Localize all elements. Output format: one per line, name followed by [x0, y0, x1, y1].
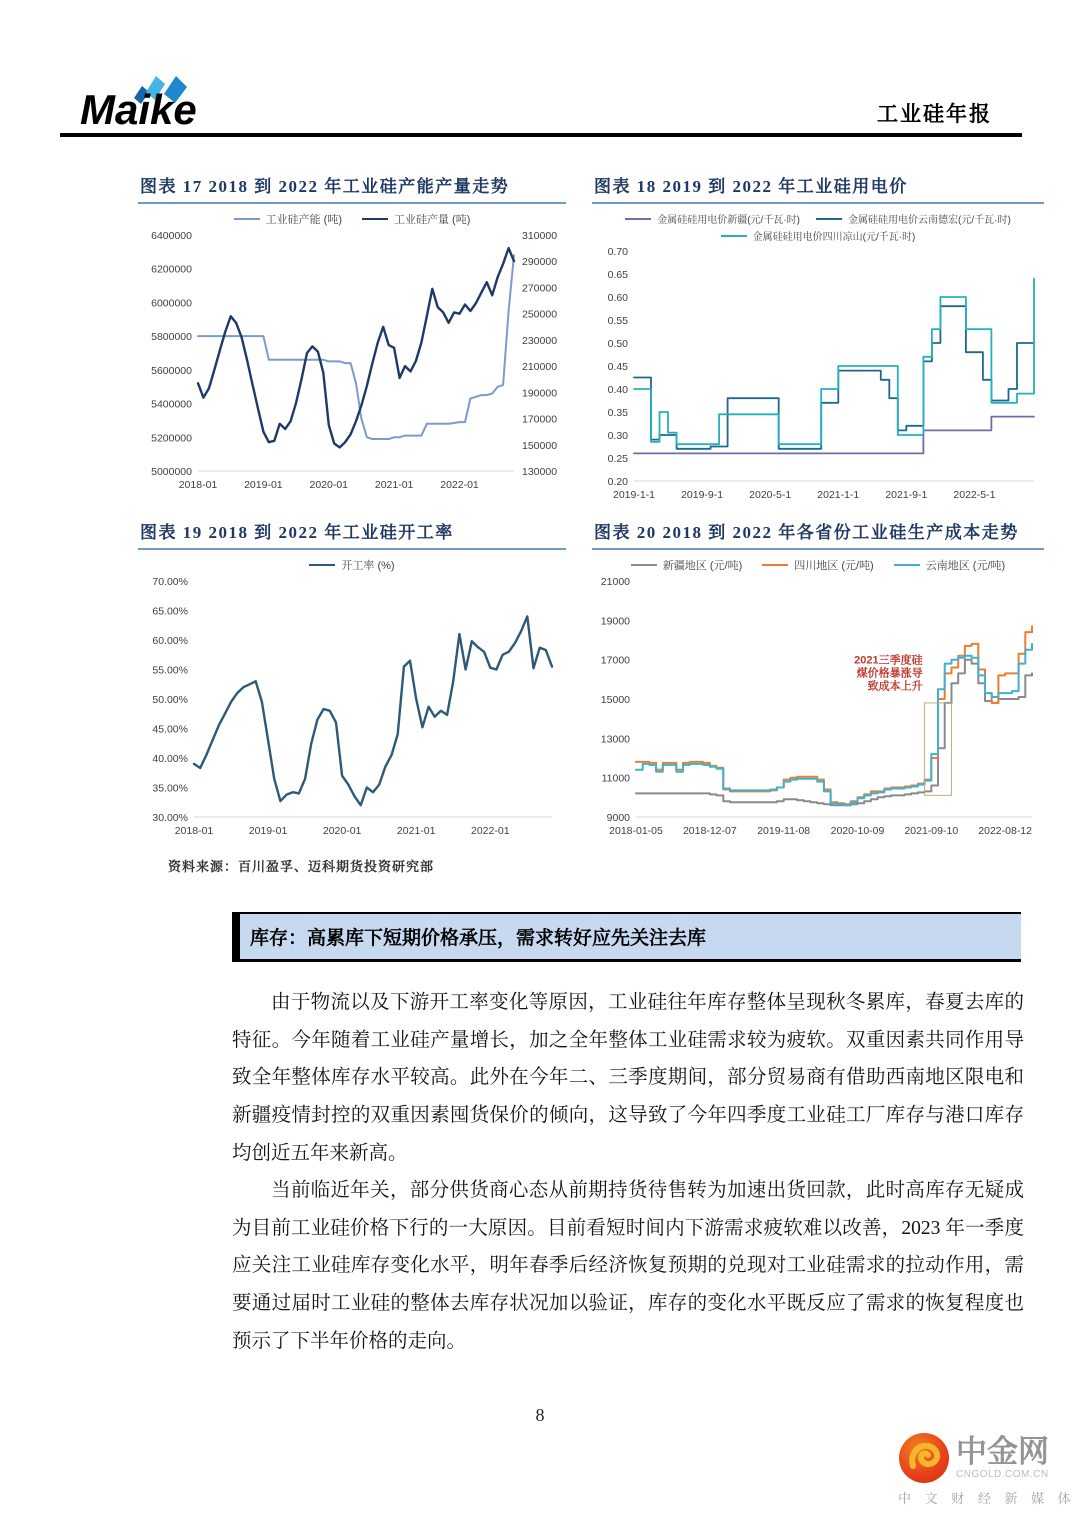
svg-text:0.50: 0.50 — [607, 338, 628, 350]
svg-text:40.00%: 40.00% — [152, 753, 188, 765]
svg-text:65.00%: 65.00% — [152, 605, 188, 618]
svg-text:2019-11-08: 2019-11-08 — [757, 825, 811, 837]
svg-text:150000: 150000 — [522, 439, 558, 452]
svg-text:0.70: 0.70 — [607, 246, 628, 258]
svg-text:2019-9-1: 2019-9-1 — [681, 489, 724, 501]
svg-text:2021三季度硅: 2021三季度硅 — [854, 654, 923, 667]
legend-label: 金属硅硅用电价云南德宏(元/千瓦·时) — [848, 215, 1011, 226]
svg-text:2020-01: 2020-01 — [309, 479, 349, 491]
chart-plot — [138, 229, 566, 497]
svg-text:2020-10-09: 2020-10-09 — [830, 825, 885, 837]
svg-text:2020-01: 2020-01 — [322, 825, 362, 837]
legend-item — [362, 211, 470, 227]
chart-capacity-output — [138, 172, 566, 497]
svg-text:0.55: 0.55 — [607, 315, 628, 327]
legend-item — [234, 211, 342, 227]
chart-title: 图表 18 2019 到 2022 年工业硅用电价 — [592, 172, 1044, 204]
svg-text:致成本上升: 致成本上升 — [867, 680, 923, 693]
legend-label: 开工率 (%) — [341, 560, 395, 572]
svg-text:290000: 290000 — [522, 256, 558, 269]
chart-plot — [592, 575, 1044, 843]
svg-text:50.00%: 50.00% — [152, 694, 188, 706]
svg-text:0.60: 0.60 — [607, 292, 628, 304]
svg-text:6400000: 6400000 — [151, 230, 192, 242]
svg-text:2019-01: 2019-01 — [244, 479, 283, 491]
svg-text:2018-01-05: 2018-01-05 — [609, 825, 663, 837]
svg-text:0.65: 0.65 — [607, 269, 628, 281]
svg-text:19000: 19000 — [600, 615, 630, 628]
paragraph: 当前临近年关，部分供货商心态从前期持货待售转为加速出货回款，此时高库存无疑成为目前工业硅价格下行的一大原因。目前看短时间内下游需求疲软难以改善，2023 年一季度应关注工业硅库存变化水平，明年春季后经济恢复预期的兑现对工业硅需求的拉动作用，需要通过届时工业硅的整体去库存状况加以验证，库存的变化水平既反应了需求的恢复程度也预示了下半年价格的走向。 — [232, 1180, 1024, 1352]
svg-text:55.00%: 55.00% — [152, 664, 188, 677]
svg-text:250000: 250000 — [522, 308, 558, 321]
svg-text:9000: 9000 — [606, 812, 630, 824]
legend-label: 云南地区 (元/吨) — [925, 560, 1006, 572]
chart-legend — [138, 211, 566, 227]
legend-swatch — [631, 564, 657, 566]
legend-label: 四川地区 (元/吨) — [794, 560, 874, 572]
svg-text:0.30: 0.30 — [607, 430, 628, 442]
maike-logo-graphic — [78, 66, 258, 130]
legend-item — [721, 228, 916, 243]
maike-logo — [78, 66, 258, 135]
chart-title: 图表 19 2018 到 2022 年工业硅开工率 — [138, 518, 566, 550]
chart-production-cost — [592, 518, 1044, 843]
legend-swatch — [721, 235, 747, 237]
svg-text:230000: 230000 — [522, 334, 558, 347]
svg-text:170000: 170000 — [522, 413, 558, 426]
svg-text:2021-01: 2021-01 — [374, 479, 414, 491]
svg-text:0.40: 0.40 — [607, 384, 628, 396]
legend-item — [631, 557, 742, 573]
svg-text:30.00%: 30.00% — [152, 812, 188, 824]
legend-swatch — [309, 564, 335, 566]
svg-text:17000: 17000 — [600, 654, 630, 667]
svg-text:2020-5-1: 2020-5-1 — [749, 489, 792, 501]
svg-text:煤价格暴涨导: 煤价格暴涨导 — [856, 667, 923, 680]
chart-operating-rate — [138, 518, 566, 843]
svg-text:270000: 270000 — [522, 282, 558, 295]
svg-text:2021-9-1: 2021-9-1 — [885, 489, 928, 501]
header-divider — [60, 133, 1022, 137]
svg-text:2018-12-07: 2018-12-07 — [682, 825, 737, 837]
source-note: 资料来源：百川盈孚、迈科期货投资研究部 — [168, 859, 435, 874]
legend-label: 工业硅产能 (吨) — [265, 214, 342, 226]
maike-logo-text: Maike — [80, 86, 197, 130]
cngold-tagline: 中 文 财 经 新 媒 体 — [898, 1491, 1076, 1506]
svg-text:2021-1-1: 2021-1-1 — [817, 489, 860, 501]
chart-title: 图表 17 2018 到 2022 年工业硅产能产量走势 — [138, 172, 566, 204]
page-title: 工业硅年报 — [877, 102, 992, 126]
legend-item — [816, 211, 1011, 226]
svg-text:2021-09-10: 2021-09-10 — [904, 825, 959, 837]
svg-text:0.45: 0.45 — [607, 361, 628, 373]
svg-text:5400000: 5400000 — [151, 398, 192, 411]
legend-item — [309, 557, 394, 573]
page-number: 8 — [535, 1405, 545, 1425]
legend-swatch — [816, 218, 842, 220]
legend-item — [894, 557, 1005, 573]
svg-text:0.25: 0.25 — [607, 453, 628, 465]
cngold-name: 中金网 — [956, 1434, 1049, 1469]
svg-text:11000: 11000 — [601, 772, 630, 785]
cngold-domain: CNGOLD.COM.CN — [956, 1469, 1049, 1480]
svg-text:210000: 210000 — [522, 361, 558, 374]
svg-text:35.00%: 35.00% — [152, 782, 188, 795]
svg-text:310000: 310000 — [522, 230, 558, 242]
svg-text:6200000: 6200000 — [151, 263, 192, 276]
legend-label: 金属硅硅用电价四川凉山(元/千瓦·时) — [752, 232, 916, 243]
chart-legend — [592, 557, 1044, 573]
svg-text:2019-1-1: 2019-1-1 — [612, 489, 656, 501]
svg-text:130000: 130000 — [522, 466, 558, 478]
chart-plot — [138, 575, 566, 843]
chart-legend — [138, 557, 566, 573]
legend-swatch — [894, 564, 920, 566]
svg-text:45.00%: 45.00% — [152, 723, 188, 736]
svg-text:5600000: 5600000 — [151, 364, 192, 377]
legend-label: 金属硅硅用电价新疆(元/千瓦·时) — [657, 215, 800, 226]
body-text — [232, 984, 1024, 1360]
svg-text:2022-01: 2022-01 — [471, 825, 510, 837]
svg-text:21000: 21000 — [600, 576, 630, 588]
legend-label: 新疆地区 (元/吨) — [662, 560, 743, 572]
svg-text:6000000: 6000000 — [151, 297, 192, 310]
svg-text:2019-01: 2019-01 — [248, 825, 288, 837]
legend-item — [762, 557, 873, 573]
legend-swatch — [234, 218, 260, 220]
legend-swatch — [362, 218, 388, 220]
svg-text:60.00%: 60.00% — [152, 635, 188, 647]
paragraph: 由于物流以及下游开工率变化等原因，工业硅往年库存整体呈现秋冬累库，春夏去库的特征。今年随着工业硅产量增长，加之全年整体工业硅需求较为疲软。双重因素共同作用导致全年整体库存水平较高。此外在今年二、三季度期间，部分贸易商有借助西南地区限电和新疆疫情封控的双重因素囤货保价的倾向，这导致了今年四季度工业硅工厂库存与港口库存均创近五年来新高。 — [232, 992, 1024, 1164]
svg-text:190000: 190000 — [522, 387, 558, 400]
chart-plot — [592, 245, 1044, 507]
svg-text:2022-01: 2022-01 — [440, 479, 479, 491]
chart-legend — [592, 211, 1044, 243]
svg-text:5200000: 5200000 — [151, 432, 192, 445]
svg-text:70.00%: 70.00% — [152, 576, 188, 588]
chart-title: 图表 20 2018 到 2022 年各省份工业硅生产成本走势 — [592, 518, 1044, 550]
cngold-logo-icon — [898, 1432, 950, 1484]
svg-text:2018-01: 2018-01 — [178, 479, 218, 491]
svg-text:2021-01: 2021-01 — [396, 825, 436, 837]
svg-text:0.20: 0.20 — [607, 476, 628, 488]
section-heading: 库存：高累库下短期价格承压，需求转好应先关注去库 — [232, 912, 1021, 962]
svg-text:0.35: 0.35 — [607, 407, 628, 419]
svg-text:13000: 13000 — [600, 733, 630, 746]
legend-item — [625, 211, 800, 226]
svg-text:2022-5-1: 2022-5-1 — [953, 489, 996, 501]
legend-swatch — [625, 218, 651, 220]
legend-swatch — [762, 564, 788, 566]
svg-text:2022-08-12: 2022-08-12 — [978, 825, 1033, 837]
cngold-logo — [898, 1432, 1076, 1507]
svg-text:5000000: 5000000 — [151, 466, 192, 478]
legend-label: 工业硅产量 (吨) — [394, 214, 471, 226]
svg-text:5800000: 5800000 — [151, 331, 192, 344]
svg-text:15000: 15000 — [600, 694, 630, 706]
chart-electricity-price — [592, 172, 1044, 507]
svg-text:2018-01: 2018-01 — [174, 825, 214, 837]
